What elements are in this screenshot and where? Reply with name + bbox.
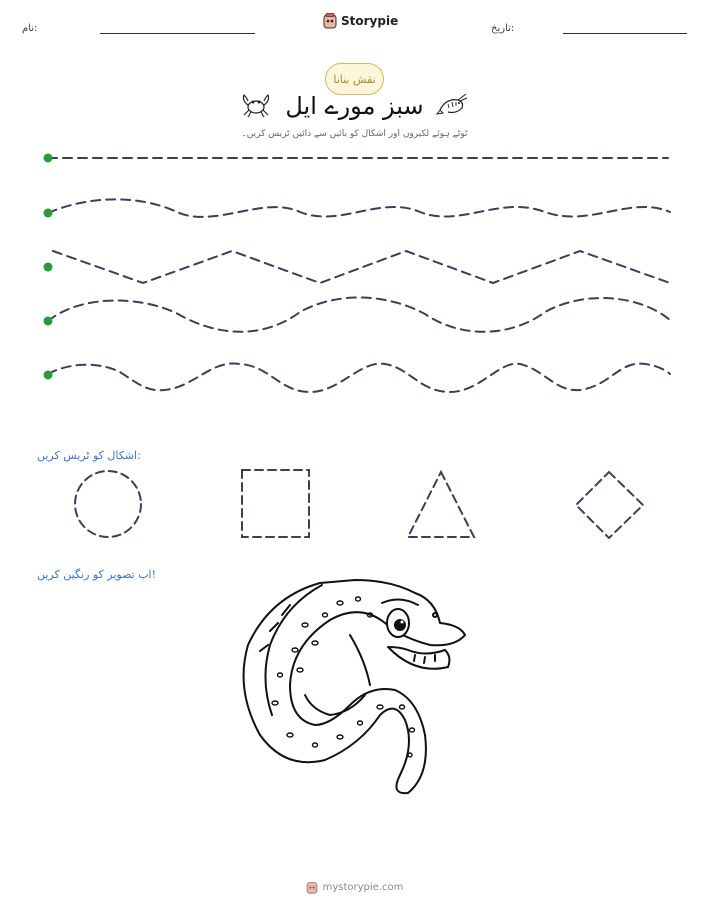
tracing-lines[interactable]: [0, 140, 709, 400]
start-dot-1: [44, 154, 53, 163]
trace-line-wave-2: [48, 298, 670, 332]
trace-line-wave-1: [48, 199, 670, 217]
start-dot-4: [44, 317, 53, 326]
instructions: ٹوٹے ہوئے لکیروں اور اشکال کو بائیں سے دائیں ٹریس کریں۔: [241, 129, 468, 139]
trace-shapes[interactable]: [0, 460, 709, 550]
footer-url[interactable]: mystorypie.com: [322, 882, 404, 893]
start-dot-2: [44, 209, 53, 218]
start-dot-5: [44, 371, 53, 380]
page-title: سبز مورے ایل: [285, 92, 424, 120]
shrimp-icon: [436, 92, 468, 118]
trace-circle-shape: [75, 471, 141, 537]
trace-diamond-shape: [576, 472, 643, 538]
trace-line-wave-3: [48, 363, 670, 392]
name-label: نام:: [22, 23, 38, 34]
category-badge: نقش بنانا: [325, 63, 384, 95]
trace-line-zigzag: [53, 251, 670, 283]
moray-eel-illustration[interactable]: [230, 575, 480, 805]
storypie-footer-icon: [306, 881, 318, 894]
brand-name: Storypie: [341, 14, 399, 28]
date-label: تاریخ:: [491, 23, 515, 34]
start-dot-3: [44, 263, 53, 272]
shapes-heading: اشکال کو ٹریس کریں:: [37, 449, 141, 462]
footer: [0, 881, 709, 894]
brand-logo: [323, 13, 398, 29]
name-line: [100, 33, 255, 34]
date-line: [563, 33, 687, 34]
trace-square-shape: [242, 470, 309, 537]
storypie-mascot-icon: [323, 13, 337, 29]
trace-triangle-shape: [408, 472, 474, 537]
coloring-heading: اب تصویر کو رنگین کریں!: [37, 568, 157, 581]
